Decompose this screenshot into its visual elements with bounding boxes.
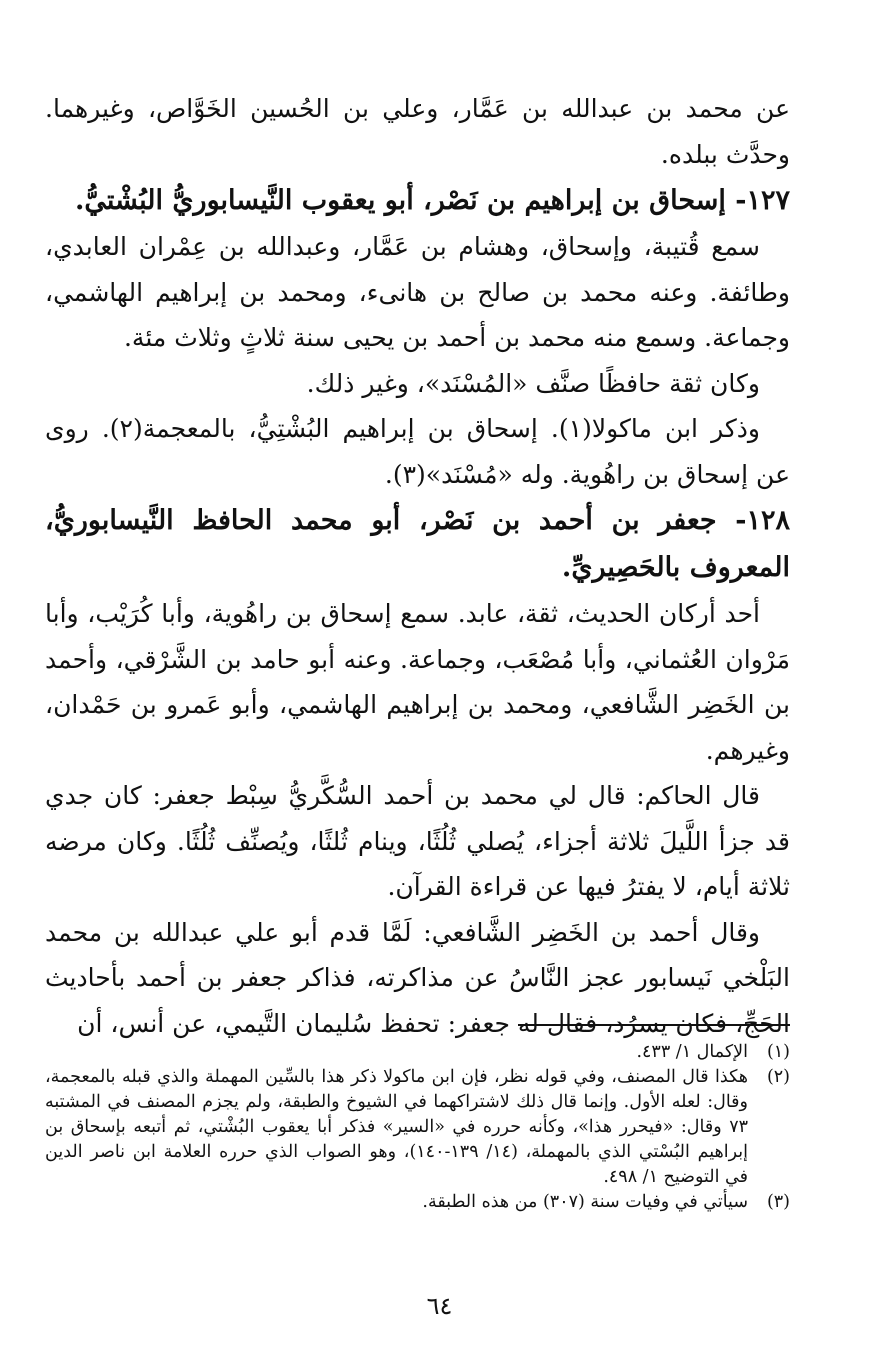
footnote-1: [45, 1040, 790, 1065]
footnote-2: [45, 1065, 790, 1190]
paragraph-127-ibn-makula: وذكر ابن ماكولا(١). إسحاق بن إبراهيم البُشْتِيُّ، بالمعجمة(٢). روى عن إسحاق بن راهُوية. وله «مُسْنَد»(٣).: [45, 414, 790, 489]
footnote-number: (٢): [766, 1067, 790, 1087]
paragraph-127-hearing: سمع قُتيبة، وإسحاق، وهشام بن عَمَّار، وعبدالله بن عِمْران العابدي، وطائفة. وعنه محمد بن صالح بن هانىء، ومحمد بن إبراهيم الهاشمي، وجماعة. وسمع منه محمد بن أحمد بن يحيى سنة ثلاثٍ وثلاث مئة.: [45, 232, 790, 352]
footnote-text: الإكمال ١/ ٤٣٣.: [636, 1042, 748, 1062]
main-text: [45, 86, 790, 1046]
paragraph-128-hakim: قال الحاكم: قال لي محمد بن أحمد السُّكَّريُّ سِبْط جعفر: كان جدي قد جزأ اللَّيلَ ثلاثة أجزاء، يُصلي ثُلُثًا، وينام ثُلثًا، ويُصنِّف ثُلُثًا. وكان مرضه ثلاثة أيام، لا يفترُ فيها عن قراءة القرآن.: [45, 781, 790, 901]
footnotes: [45, 1040, 790, 1215]
footnote-number: (٣): [766, 1192, 790, 1212]
paragraph-continuation: عن محمد بن عبدالله بن عَمَّار، وعلي بن الحُسين الخَوَّاص، وغيرهما. وحدَّث ببلده.: [45, 94, 790, 169]
entry-heading-128: ١٢٨- جعفر بن أحمد بن نَصْر، أبو محمد الحافظ النَّيسابوريُّ، المعروف بالحَصِيريِّ.: [45, 505, 790, 583]
footnote-number: (١): [766, 1042, 790, 1062]
entry-heading-127: ١٢٧- إسحاق بن إبراهيم بن نَصْر، أبو يعقوب النَّيسابوريُّ البُشْتيُّ.: [74, 185, 790, 216]
footnote-text: سيأتي في وفيات سنة (٣٠٧) من هذه الطبقة.: [422, 1192, 748, 1212]
paragraph-127-musnad: وكان ثقة حافظًا صنَّف «المُسْنَد»، وغير ذلك.: [306, 368, 760, 398]
footnote-separator: [518, 1024, 790, 1026]
footnote-3: [45, 1190, 790, 1215]
paragraph-128-shafii: وقال أحمد بن الخَضِر الشَّافعي: لَمَّا قدم أبو علي عبدالله بن محمد البَلْخي نَيسابور عجز النَّاسُ عن مذاكرته، فذاكر جعفر بن أحمد بأحاديث الحَجِّ، فكان يسرُد، فقال له جعفر: تحفظ سُليمان التَّيمي، عن أنس، أن: [45, 917, 790, 1038]
footnote-text: هكذا قال المصنف، وفي قوله نظر، فإن ابن ماكولا ذكر هذا بالسِّين المهملة والذي قبله بالمعجمة، وقال: لعله الأول. وإنما قال ذلك لاشتراكهما في الشيوخ والطبقة، ولم يجزم المصنف في المشتبه ٧٣ وقال: «فيحرر هذا»، وكأنه حرره في «السير» فذكر أبا يعقوب البُشْتي، ثم أتبعه بإسحاق بن إبراهيم البُسْتي الذي بالمهملة، (١٤/ ١٣٩-١٤٠)، وهو الصواب الذي حرره العلامة ابن ناصر الدين في التوضيح ١/ ٤٩٨.: [45, 1067, 748, 1187]
paragraph-128-description: أحد أركان الحديث، ثقة، عابد. سمع إسحاق بن راهُوية، وأبا كُرَيْب، وأبا مَرْوان العُثماني، وأبا مُصْعَب، وجماعة. وعنه أبو حامد بن الشَّرْقي، وأحمد بن الخَضِر الشَّافعي، ومحمد بن إبراهيم الهاشمي، وأبو عَمرو بن حَمْدان، وغيرهم.: [45, 599, 790, 765]
page-number: ٦٤: [426, 1292, 453, 1320]
